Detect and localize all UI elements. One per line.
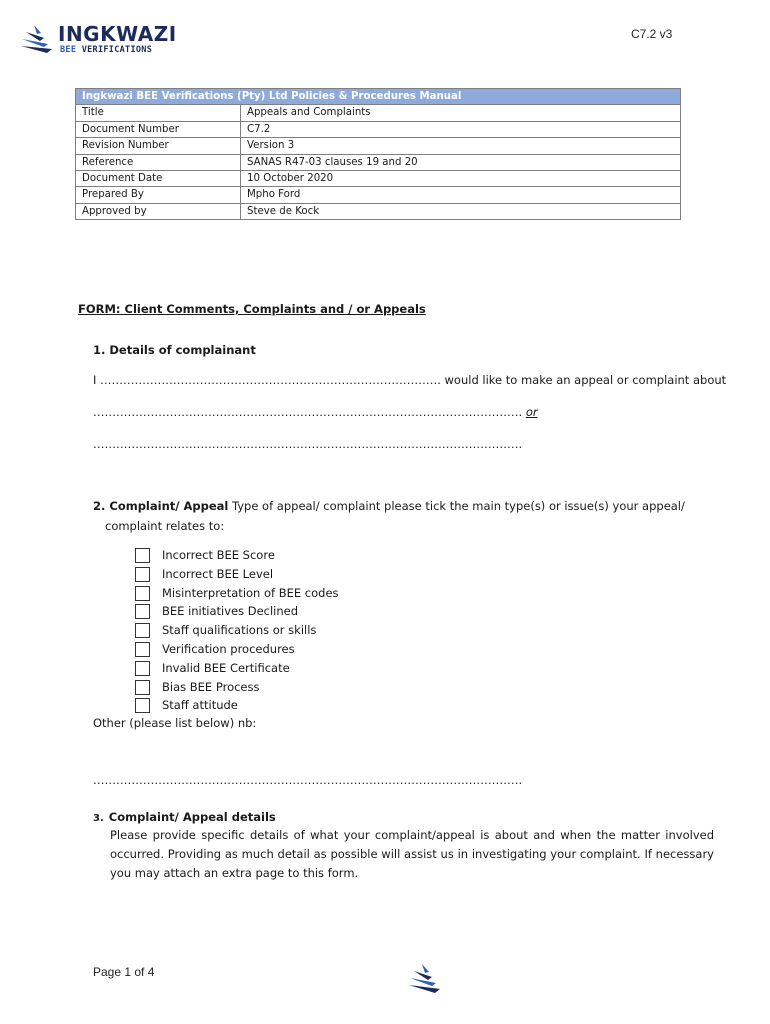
table-title: Ingkwazi BEE Verifications (Pty) Ltd Policies & Procedures Manual: [76, 89, 681, 105]
document-info-table: [75, 88, 681, 220]
checkbox-label: Incorrect BEE Score: [162, 548, 275, 562]
table-header-row: [76, 89, 681, 105]
or-label: or: [525, 405, 538, 419]
row-label: Prepared By: [76, 187, 241, 203]
complaint-subject-line[interactable]: …………………………………………………………………………………………………. or: [93, 405, 538, 419]
table-row: [76, 203, 681, 219]
section-2-heading: 2. Complaint/ Appeal: [93, 499, 229, 513]
logo-wordmark: INGKWAZI: [58, 22, 177, 46]
section-1-heading: 1. Details of complainant: [93, 343, 256, 357]
checkbox-label: Incorrect BEE Level: [162, 566, 274, 581]
row-label: Document Date: [76, 171, 241, 187]
table-row: [76, 171, 681, 187]
section-2-intro: 2. Complaint/ Appeal Type of appeal/ complaint please tick the main type(s) or issue(s) your appeal/ complaint relates to:: [93, 499, 685, 533]
checkbox[interactable]: [135, 680, 150, 695]
other-label: Other (please list below) nb:: [93, 716, 257, 730]
checkbox-label: Staff qualifications or skills: [162, 623, 317, 638]
row-value: 10 October 2020: [241, 171, 681, 187]
row-label: Title: [76, 105, 241, 121]
checkbox[interactable]: [135, 586, 150, 601]
row-label: Revision Number: [76, 138, 241, 154]
checkbox-label: Verification procedures: [162, 641, 295, 656]
table-row: [76, 105, 681, 121]
section-3-instructions: Please provide specific details of what your complaint/appeal is about and when the matter involved occurred. Providing as much detail as possible will assist us in investigating your complaint. If necessary you may attach an extra page to this form.: [110, 828, 714, 880]
row-value: C7.2: [241, 121, 681, 137]
checkbox[interactable]: [135, 698, 150, 713]
row-label: Approved by: [76, 203, 241, 219]
row-value: Appeals and Complaints: [241, 105, 681, 121]
logo-tagline: BEE VERIFICATIONS: [60, 45, 153, 55]
checkbox-label: Invalid BEE Certificate: [162, 660, 290, 675]
other-input-line[interactable]: ………………………………………………………………………………………………….: [93, 773, 523, 787]
row-label: Reference: [76, 154, 241, 170]
checkbox[interactable]: [135, 661, 150, 676]
checkbox-label: BEE initiatives Declined: [162, 604, 299, 619]
form-title: FORM: Client Comments, Complaints and / or Appeals: [78, 302, 426, 316]
checkbox[interactable]: [135, 642, 150, 657]
checkbox[interactable]: [135, 604, 150, 619]
checkbox[interactable]: [135, 567, 150, 582]
table-row: [76, 154, 681, 170]
page-number: Page 1 of 4: [93, 965, 155, 979]
checkbox[interactable]: [135, 548, 150, 563]
table-row: [76, 121, 681, 137]
row-label: Document Number: [76, 121, 241, 137]
eagle-wing-icon: [20, 24, 54, 56]
row-value: Version 3: [241, 138, 681, 154]
complaint-subject-line-2[interactable]: ………………………………………………………………………………………………….: [93, 437, 523, 451]
complainant-name-line[interactable]: I …………………………………………………………………………….. would like to make an appeal or complaint about: [93, 373, 727, 387]
row-value: Mpho Ford: [241, 187, 681, 203]
table-row: [76, 187, 681, 203]
checkbox-label: Staff attitude: [162, 698, 238, 713]
row-value: SANAS R47-03 clauses 19 and 20: [241, 154, 681, 170]
checkbox-label: Bias BEE Process: [162, 679, 260, 694]
checkbox[interactable]: [135, 623, 150, 638]
footer-logo-icon: [408, 962, 442, 996]
document-reference-code: C7.2 v3: [631, 27, 673, 41]
checkbox-label: Misinterpretation of BEE codes: [162, 585, 339, 600]
row-value: Steve de Kock: [241, 203, 681, 219]
table-row: [76, 138, 681, 154]
section-3-heading: 3. Complaint/ Appeal details: [93, 810, 276, 824]
company-logo: [20, 22, 180, 58]
